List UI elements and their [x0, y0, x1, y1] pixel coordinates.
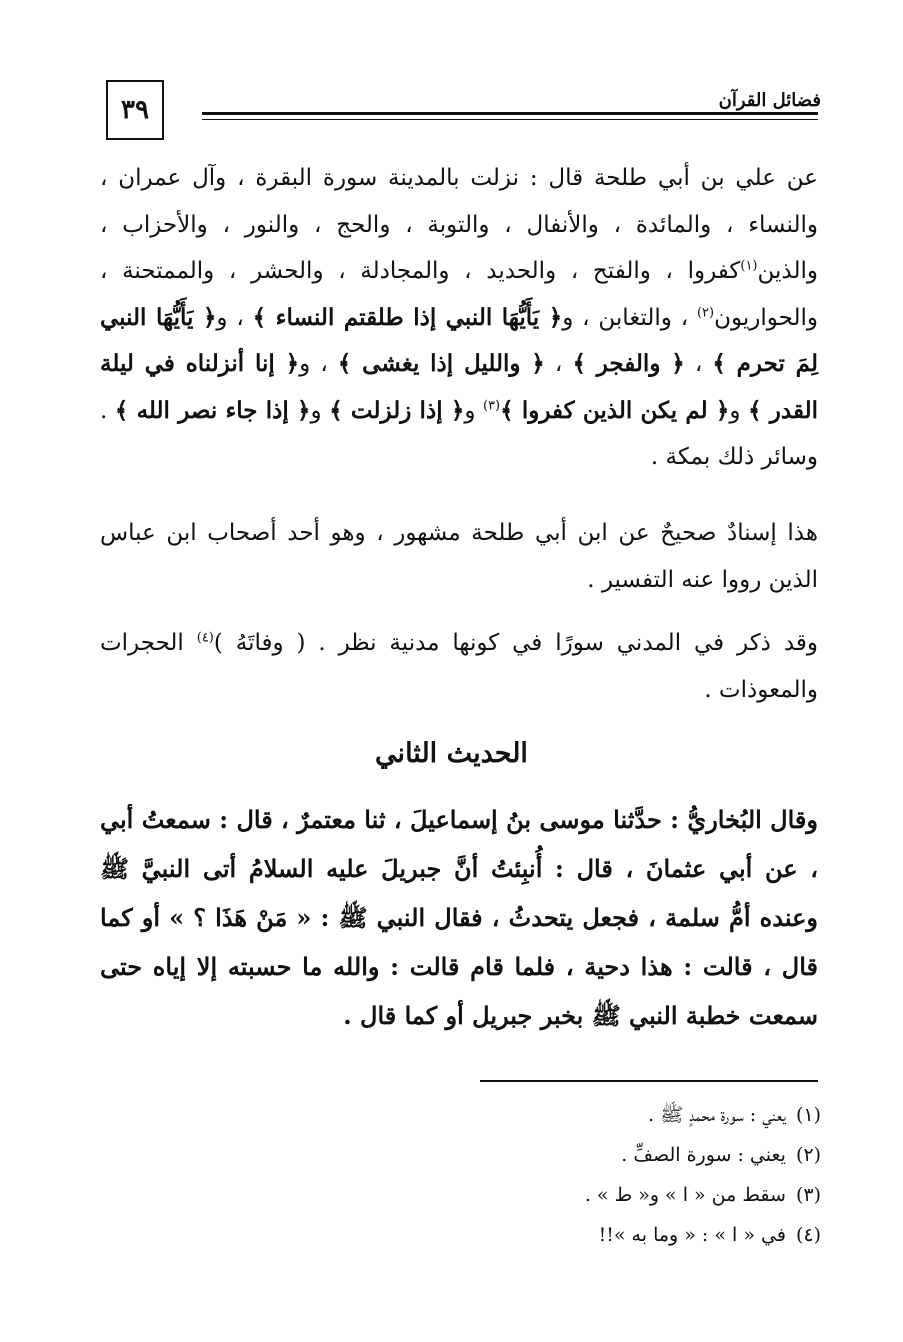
footnote-2: [401, 1135, 821, 1175]
text-segment: . وسائر ذلك بمكة .: [100, 397, 818, 470]
text-segment: ، والتغابن ، و: [562, 304, 697, 331]
text-segment: عن علي بن أبي طلحة قال : نزلت بالمدينة سورة البقرة ، وآل عمران ، والنساء ، والمائدة ، والأنفال ، والتوبة ، والحج ، والنور ، والأحزاب ، والذين: [100, 165, 818, 284]
header-rule-thin: [202, 119, 818, 120]
footnote-separator: [480, 1080, 818, 1082]
page-number: ٣٩: [106, 80, 164, 140]
running-title: فضائل القرآن: [718, 90, 821, 111]
text-segment: ،: [684, 351, 713, 377]
quran-quote: ﴿ لم يكن الذين كفروا ﴾: [500, 396, 730, 424]
quran-quote: ﴿ إنا أنزلناه في ليلة القدر ﴾: [100, 350, 819, 424]
quran-quote: ﴿ والليل إذا يغشى ﴾: [337, 350, 545, 377]
quran-quote: ﴿ إذا زلزلت ﴾: [329, 396, 465, 424]
section-heading: الحديث الثاني: [375, 738, 528, 769]
footnote-text: في « ا » : « وما به »!!: [598, 1224, 786, 1246]
quran-quote: ﴿ يَأَيُّهَا النبي إذا طلقتم النساء ﴾: [252, 303, 563, 331]
footnote-number: (٣): [795, 1184, 821, 1206]
text-segment: كفروا ، والفتح ، والحديد ، والمجادلة ، والحشر ، والممتحنة ، والحواريون: [100, 258, 819, 331]
footnote-4: [401, 1215, 821, 1255]
footnotes: [401, 1095, 821, 1255]
text-segment: و: [310, 397, 330, 424]
hadith-paragraph: وقال البُخاريُّ : حدَّثنا موسى بنُ إسماعيلَ ، ثنا معتمرٌ ، قال : سمعتُ أبي ، عن أبي عثمانَ ، قال : أُنبِئتُ أنَّ جبريلَ عليه السلامُ أتى النبيَّ ﷺ وعنده أمُّ سلمة ، فجعل يتحدثُ ، فقال النبي ﷺ : « مَنْ هَذَا ؟ » أو كما قال ، قالت : هذا دحية ، فلما قام قالت : والله ما حسبته إلا إياه حتى سمعت خطبة النبي ﷺ بخبر جبريل أو كما قال .: [100, 805, 818, 1030]
quran-quote: ﴿ يَأَيُّهَا النبي لِمَ تحرم ﴾: [100, 303, 818, 377]
footnote-text: يعني : سورة محمدٍ ﷺ .: [648, 1104, 786, 1126]
text-segment: وقد ذكر في المدني سورًا في كونها مدنية نظر . ( وفاتَهُ ): [213, 630, 819, 656]
footnote-3: [401, 1175, 821, 1215]
paragraph-text: هذا إسنادٌ صحيحٌ عن ابن أبي طلحة مشهور ، وهو أحد أصحاب ابن عباس الذين رووا عنه التفسير .: [100, 520, 818, 593]
quran-quote: ﴿ إذا جاء نصر الله ﴾: [114, 396, 311, 424]
footnote-ref-2: (٢): [696, 304, 715, 320]
text-segment: ، و: [299, 351, 338, 377]
text-segment: ، و: [216, 304, 253, 331]
hadith-text: [100, 795, 818, 1040]
footnote-text: سقط من « ا » و« ط » .: [584, 1184, 786, 1206]
footnote-ref-4: (٤): [196, 630, 214, 646]
footnote-ref-1: (١): [740, 258, 758, 274]
footnote-ref-3: (٣): [482, 397, 501, 413]
quran-quote: ﴿ والفجر ﴾: [572, 350, 685, 377]
footnote-number: (٤): [795, 1224, 821, 1246]
footnote-text: يعني : سورة الصفِّ .: [621, 1144, 786, 1166]
footnote-1: [401, 1095, 821, 1135]
text-segment: الحجرات والمعوذات .: [100, 630, 818, 703]
footnote-number: (١): [795, 1104, 821, 1126]
text-segment: و: [729, 397, 749, 424]
header-rule-thick: [202, 112, 818, 115]
footnote-number: (٢): [795, 1144, 821, 1166]
paragraph-revelation-list: [100, 155, 818, 481]
paragraph-madani-note: [100, 620, 818, 713]
text-segment: ،: [544, 351, 573, 377]
paragraph-isnad-note: [100, 510, 818, 603]
text-segment: و: [464, 397, 483, 424]
